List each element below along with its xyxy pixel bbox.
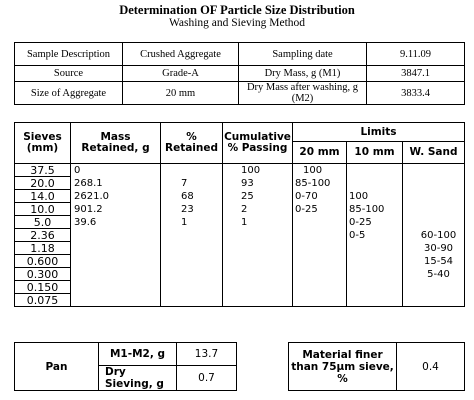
sieve-row [15, 216, 465, 229]
limit-10mm-cell [347, 177, 403, 190]
limit-wsand-cell: 30-90 [403, 242, 465, 255]
limit-10mm-cell: 85-100 [347, 203, 403, 216]
cum-passing-cell [223, 281, 293, 294]
limit-20mm-cell: 100 [293, 164, 347, 177]
m1m2-label: M1-M2, g [99, 343, 177, 366]
header-pct-retained: % Retained [161, 123, 223, 164]
cum-passing-cell [223, 255, 293, 268]
limit-20mm-cell [293, 242, 347, 255]
limit-wsand-cell [403, 177, 465, 190]
pct-retained-cell: 7 [161, 177, 223, 190]
sieve-size-cell: 5.0 [15, 216, 71, 229]
mass-retained-cell: 0 [71, 164, 161, 177]
mass-retained-cell: 901.2 [71, 203, 161, 216]
mass-retained-cell [71, 229, 161, 242]
sieve-row [15, 268, 465, 281]
sieve-row [15, 177, 465, 190]
dry-mass-after-value: 3833.4 [367, 82, 465, 105]
limit-20mm-cell [293, 294, 347, 307]
sieve-size-cell: 0.300 [15, 268, 71, 281]
header-limit-20mm: 20 mm [293, 142, 347, 164]
cum-passing-cell: 25 [223, 190, 293, 203]
limit-20mm-cell: 0-25 [293, 203, 347, 216]
mass-retained-cell: 39.6 [71, 216, 161, 229]
limit-10mm-cell [347, 281, 403, 294]
sample-info-table [14, 42, 465, 105]
limit-20mm-cell: 85-100 [293, 177, 347, 190]
limit-10mm-cell: 0-5 [347, 229, 403, 242]
sieve-row [15, 294, 465, 307]
limit-wsand-cell: 15-54 [403, 255, 465, 268]
sample-description-label: Sample Description [15, 43, 123, 66]
limit-wsand-cell [403, 281, 465, 294]
limit-wsand-cell: 60-100 [403, 229, 465, 242]
cum-passing-cell [223, 242, 293, 255]
dry-mass-label: Dry Mass, g (M1) [239, 66, 367, 82]
mass-retained-cell [71, 268, 161, 281]
limit-wsand-cell [403, 164, 465, 177]
page-subtitle: Washing and Sieving Method [168, 17, 306, 29]
cum-passing-cell: 1 [223, 216, 293, 229]
limit-10mm-cell [347, 255, 403, 268]
sieve-row [15, 281, 465, 294]
mass-retained-cell: 2621.0 [71, 190, 161, 203]
sieve-row [15, 229, 465, 242]
sieve-row [15, 255, 465, 268]
info-row-sample [15, 43, 465, 66]
sieve-size-cell: 2.36 [15, 229, 71, 242]
cum-passing-cell: 93 [223, 177, 293, 190]
pct-retained-cell [161, 164, 223, 177]
limit-20mm-cell [293, 229, 347, 242]
pct-retained-cell [161, 294, 223, 307]
limit-20mm-cell: 0-70 [293, 190, 347, 203]
pct-retained-cell [161, 229, 223, 242]
limit-wsand-cell [403, 190, 465, 203]
pct-retained-cell: 23 [161, 203, 223, 216]
finer-material-value: 0.4 [397, 343, 465, 391]
pct-retained-cell [161, 281, 223, 294]
source-value: Grade-A [123, 66, 239, 82]
cum-passing-cell [223, 229, 293, 242]
aggregate-size-value: 20 mm [123, 82, 239, 105]
sieve-rows [15, 164, 465, 307]
sieve-analysis-table [14, 122, 465, 307]
aggregate-size-label: Size of Aggregate [15, 82, 123, 105]
mass-retained-cell [71, 242, 161, 255]
limit-10mm-cell: 0-25 [347, 216, 403, 229]
header-cumulative-passing: Cumulative % Passing [223, 123, 293, 164]
pct-retained-cell: 1 [161, 216, 223, 229]
header-limit-wsand: W. Sand [403, 142, 465, 164]
limit-wsand-cell [403, 294, 465, 307]
pan-label: Pan [15, 343, 99, 391]
limit-10mm-cell: 100 [347, 190, 403, 203]
header-limit-10mm: 10 mm [347, 142, 403, 164]
sieve-size-cell: 1.18 [15, 242, 71, 255]
pct-retained-cell: 68 [161, 190, 223, 203]
cum-passing-cell: 2 [223, 203, 293, 216]
finer-material-label: Material finer than 75µm sieve, % [289, 343, 397, 391]
m1m2-value: 13.7 [177, 343, 237, 366]
dry-sieving-value: 0.7 [177, 366, 237, 391]
mass-retained-cell: 268.1 [71, 177, 161, 190]
limit-wsand-cell [403, 203, 465, 216]
header-mass-retained: Mass Retained, g [71, 123, 161, 164]
cum-passing-cell [223, 268, 293, 281]
limit-20mm-cell [293, 255, 347, 268]
info-row-size [15, 82, 465, 105]
pan-summary-table [14, 342, 465, 391]
sieve-row [15, 203, 465, 216]
sample-description-value: Crushed Aggregate [123, 43, 239, 66]
sieve-row [15, 242, 465, 255]
header-row-1 [15, 123, 465, 142]
limit-10mm-cell [347, 294, 403, 307]
pct-retained-cell [161, 268, 223, 281]
limit-10mm-cell [347, 242, 403, 255]
pct-retained-cell [161, 242, 223, 255]
header-limits: Limits [293, 123, 465, 142]
sampling-date-value: 9.11.09 [367, 43, 465, 66]
pan-row-1 [15, 343, 465, 366]
page-title: Determination OF Particle Size Distribution [119, 3, 355, 17]
sieve-size-cell: 10.0 [15, 203, 71, 216]
info-row-source [15, 66, 465, 82]
sieve-size-cell: 14.0 [15, 190, 71, 203]
source-label: Source [15, 66, 123, 82]
limit-10mm-cell [347, 268, 403, 281]
mass-retained-cell [71, 255, 161, 268]
mass-retained-cell [71, 281, 161, 294]
dry-mass-after-label: Dry Mass after washing, g (M2) [239, 82, 367, 105]
limit-wsand-cell: 5-40 [403, 268, 465, 281]
limit-wsand-cell [403, 216, 465, 229]
sieve-size-cell: 0.150 [15, 281, 71, 294]
sieve-size-cell: 37.5 [15, 164, 71, 177]
mass-retained-cell [71, 294, 161, 307]
sieve-row [15, 164, 465, 177]
sieve-size-cell: 20.0 [15, 177, 71, 190]
cum-passing-cell: 100 [223, 164, 293, 177]
sieve-size-cell: 0.600 [15, 255, 71, 268]
sampling-date-label: Sampling date [239, 43, 367, 66]
limit-20mm-cell [293, 216, 347, 229]
sieve-size-cell: 0.075 [15, 294, 71, 307]
dry-mass-value: 3847.1 [367, 66, 465, 82]
pct-retained-cell [161, 255, 223, 268]
limit-20mm-cell [293, 281, 347, 294]
limit-10mm-cell [347, 164, 403, 177]
cum-passing-cell [223, 294, 293, 307]
sieve-row [15, 190, 465, 203]
header-sieves: Sieves (mm) [15, 123, 71, 164]
dry-sieving-label: Dry Sieving, g [99, 366, 177, 391]
limit-20mm-cell [293, 268, 347, 281]
